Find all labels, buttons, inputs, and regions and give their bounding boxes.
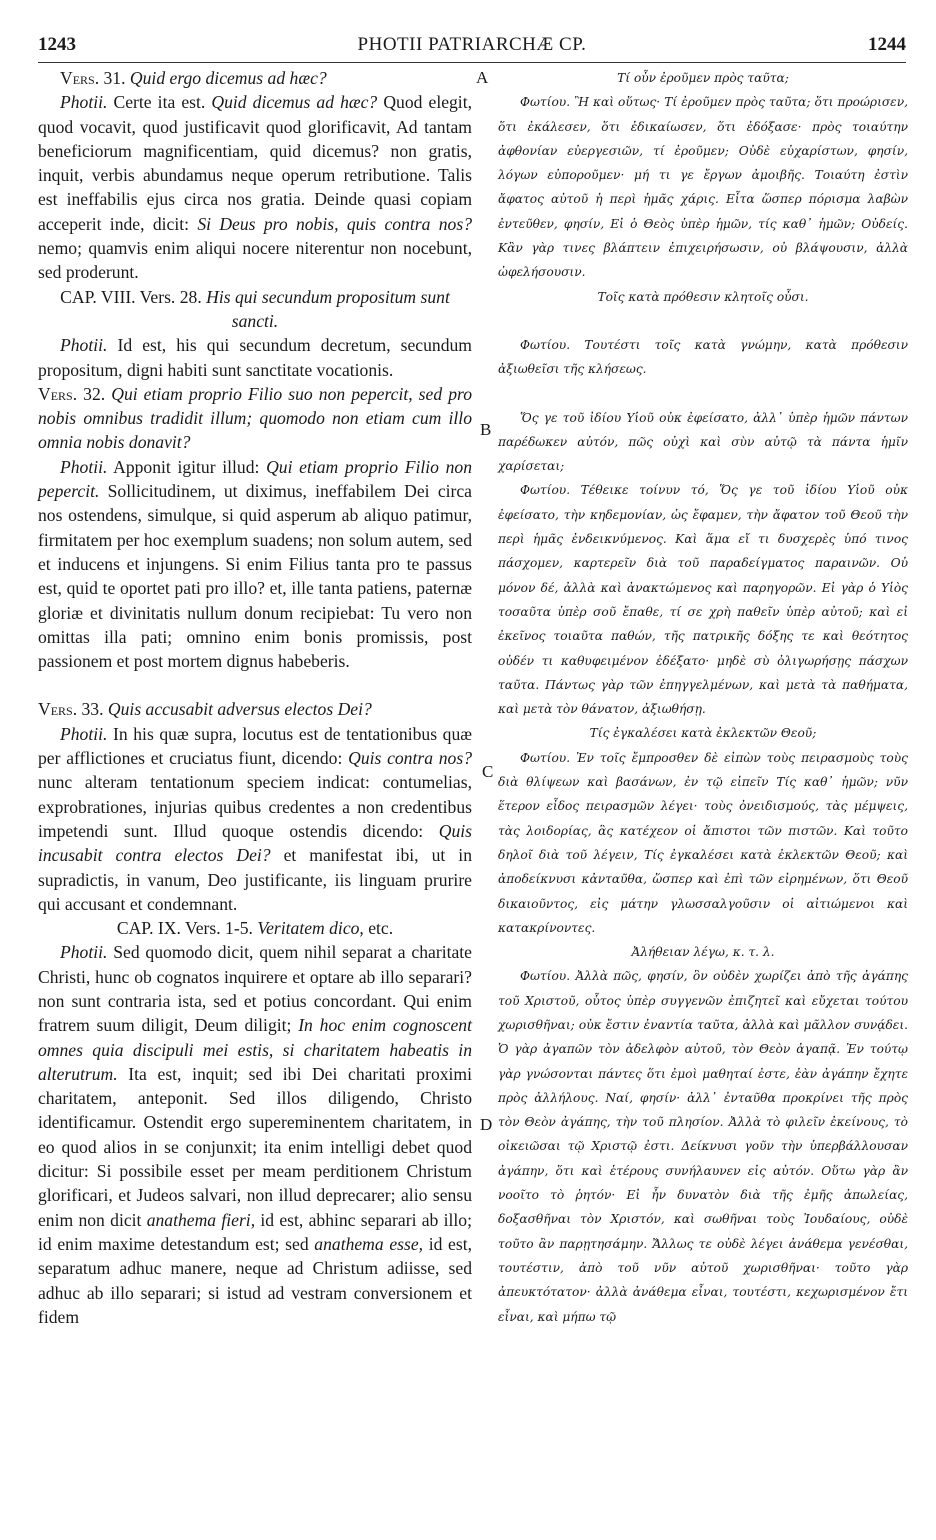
greek-paragraph: Φωτίου. Ἢ καὶ οὕτως· Τί ἐροῦμεν πρὸς ταῦτα; ὅτι προώρισεν, ὅτι ἐκάλεσεν, ὅτι ἐδικαίωσεν, ὅτι ἐδόξασε· πρὸς τοιαύτην ἀφθονίαν εὐεργεσιῶν, τί ἐροῦμεν; Οὐδὲ εὐχαρίστων, φησίν, λόγων εὐποροῦμεν· μή τι γε ἔργων ἀμοιβῆς. Τοιαύτη ἐστὶν ἄφατος αὐτοῦ ἡ περὶ ἡμᾶς χάρις. Εἶτα ὥσπερ πόρισμα λαβὼν ἐντεῦθεν, φησίν, Εἰ ὁ Θεὸς ὑπὲρ ἡμῶν, τίς καθ᾽ ἡμῶν; Οὐδείς. Κἂν γὰρ τινες βλάπτειν ἐπιχειρήσωσιν, οὐ βλάψουσιν, ἀλλὰ ὠφελήσουσιν. — [498, 95, 908, 280]
page-number-left: 1243 — [38, 34, 76, 55]
paragraph: Photii. Certe ita est. Quid dicemus ad hæc? Quod elegit, quod vocavit, quod justificavit quod glorificavit, Ad tantam beneficiorum magnificentiam, quid dicemus? non gratis, inquit, verbis abundamus neque operum retributione. Talis est ineffabilis ejus circa nos gratia. Deinde quasi copiam acceperit inde, dicit: Si Deus pro nobis, quis contra nos? nemo; quamvis enim aliqui nocere niterentur non nocebunt, sed proderunt. — [38, 92, 472, 283]
page-header — [38, 34, 906, 58]
verse-heading: Vers. 32. Qui etiam proprio Filio suo non pepercit, sed pro nobis omnibus tradidit illum; quomodo non etiam cum illo omnia nobis donavit? — [38, 383, 472, 453]
greek-verse-heading: Τοῖς κατὰ πρόθεσιν κλητοῖς οὖσι. — [597, 289, 809, 304]
chapter-heading: CAP. VIII. Vers. 28. His qui secundum propositum sunt sancti. — [60, 286, 450, 331]
greek-verse-heading: Τίς ἐγκαλέσει κατὰ ἐκλεκτῶν Θεοῦ; — [589, 726, 817, 741]
latin-column — [38, 66, 472, 1329]
paragraph: Photii. Id est, his qui secundum decretum, secundum propositum, digni habiti sunt sanctitate vocationis. — [38, 335, 472, 380]
page-number-right: 1244 — [868, 34, 906, 55]
paragraph: Photii. Apponit igitur illud: Qui etiam proprio Filio non pepercit. Sollicitudinem, ut diximus, ineffabilem Dei circa nos ostendens, simulque, si quid asperum ab aliquo patimur, firmitatem per hoc exemplum suadens; non solum autem, sed et inducens et injungens. Si enim Filius tanta pro te passus est, quid te oportet pati pro illo? et, ille tanta patiens, paternæ gloriæ et divinitatis nullum donum recipiebat: Tu vero non omittas illa pati; omnino enim bonis promissis, post passionem et post mortem dignus habeberis. — [38, 456, 472, 672]
greek-paragraph: Φωτίου. Ἀλλὰ πῶς, φησίν, ὃν οὐδὲν χωρίζει ἀπὸ τῆς ἀγάπης τοῦ Χριστοῦ, οὗτος ὑπὲρ συγγενῶν ἐπιζητεῖ καὶ εὔχεται τούτου χωρισθῆναι; οὐκ ἔστιν ἐναντία ταῦτα, ἀλλὰ καὶ μᾶλλον συνᾴδει. Ὁ γὰρ ἀγαπῶν τὸν ἀδελφὸν αὐτοῦ, τὸν Θεὸν ἀγαπᾷ. Ἐν τούτῳ γὰρ γνώσονται πάντες ὅτι ἐμοὶ μαθηταί ἐστε, ἐὰν ἀγάπην ἔχητε πρὸς ἀλλήλους. Ναί, φησίν· ἀλλ᾽ ἐνταῦθα προκρίνει τῆς πρὸς τὸν Θεὸν ἀγάπης, τὴν τοῦ πλησίον. Ἀλλὰ τὸ φιλεῖν ἐκείνους, τὸ οἰκειῶσαι τῷ Χριστῷ ἐστι. Δείκνυσι γοῦν τὴν ὑπερβάλλουσαν ἀγάπην, ὅτι καὶ ἑτέρους συνήλαυνεν εἰς αὐτόν. Οὕτω γὰρ ἂν νοοῖτο τὸ ῥητόν· Εἰ ἦν δυνατὸν διὰ τῆς ἐμῆς ἀπωλείας, δοξασθῆναι τὸν Χριστόν, καὶ σωθῆναι τοὺς Ἰουδαίους, οὐδὲ τοῦτο ἂν παρῃτησάμην. Ἄλλως τε οὐδὲ λέγει ἀνάθεμα γενέσθαι, τουτέστιν, ἀπὸ τοῦ νῦν αὐτοῦ χωρισθῆναι· τοῦτο γὰρ ἀπευκτότατον· ἀλλὰ ἀνάθεμα εἶναι, τουτέστι, κεχωρισμένον ἔτι εἶναι, καὶ μήπω τῷ — [498, 969, 908, 1324]
paragraph: Photii. Sed quomodo dicit, quem nihil separat a charitate Christi, hunc ob cognatos inquirere et optare ab illo separari? non sunt contraria ista, sed et potius concordant. Qui enim fratrem suum diligit, Deum diligit; In hoc enim cognoscent omnes quia discipuli mei estis, si charitatem habeatis in alterutrum. Ita est, inquit; sed ibi Dei charitati proximi charitatem, anteponit. Sed illos diligendo, Christo identificamur. Ostendit ergo supereminentem charitatem, in eo quod alios in se conjunxit; ita enim intelligi debet quod dicitur: Si possibile esset per meam perditionem Christum glorificari, et Judeos salvari, non illud deprecarer; alio sensu enim non dicit anathema fieri, id est, abhinc separari ab illo; id enim maxime detestandum est; sed anathema esse, id est, separatum adhuc manere, neque ad Christum adiisse, sed adhuc ab illo separari; si istud ad vestram conversionem et fidem — [38, 942, 473, 1327]
greek-verse-heading: Τί οὖν ἐροῦμεν πρὸς ταῦτα; — [617, 71, 789, 85]
spacer — [38, 673, 472, 697]
greek-paragraph: Φωτίου. Τέθεικε τοίνυν τό, Ὅς γε τοῦ ἰδίου Υἱοῦ οὐκ ἐφείσατο, τὴν κηδεμονίαν, ὡς ἔφαμεν, τὴν ἄφατον τοῦ Θεοῦ τὴν περὶ ἡμᾶς ἐνδεικνύμενος. Καὶ ἅμα εἴ τι δυσχερὲς ὑπό τινος πάσχομεν, καρτερεῖν διὰ τοῦ παραδείγματος παραινῶν. Οὐ μόνον δέ, ἀλλὰ καὶ ἀνακτώμενος καὶ παρηγορῶν. Εἰ γὰρ ὁ Υἱὸς τοσαῦτα ὑπὲρ σοῦ ἔπαθε, τί σε χρὴ παθεῖν ὑπὲρ αὐτοῦ; καὶ εἰ ἐκεῖνος τοιαῦτα παθών, τῆς πατρικῆς δόξης τε καὶ θεότητος οὐδέν τι καθυφειμένον ἐδέξατο· μηδὲ σὺ ὀλιγωρήσῃς πάσχων ταῦτα. Πάντως γὰρ τῶν ἐπηγγελμένων, καὶ μετὰ τὰ παθήματα, καὶ μετὰ τὸν θάνατον, ἀξιωθήσῃ. — [498, 483, 908, 717]
paragraph: Photii. In his quæ supra, locutus est de tentationibus quæ per afflictiones et cruciatus fiunt, dicendo: Quis contra nos? nunc alteram tentationum speciem indicat: contumelias, exprobrationes, injurias quibus credentes a non credentibus impetendi sunt. Illud quoque ostendis dicendo: Quis incusabit contra electos Dei? et manifestat ibi, ut in supradictis, in vanum, Deo justificante, iis linguam prurire qui accusant et condemnant. — [38, 723, 472, 914]
margin-letter-b: B — [480, 420, 492, 439]
greek-verse-heading: Ἀλήθειαν λέγω, κ. τ. λ. — [631, 945, 775, 960]
chapter-heading: CAP. IX. Vers. 1-5. Veritatem dico, etc. — [116, 918, 394, 939]
margin-letter-c: C — [482, 762, 494, 781]
margin-letter-a: A — [476, 68, 489, 87]
greek-paragraph: Φωτίου. Ἐν τοῖς ἔμπροσθεν δὲ εἰπὼν τοὺς πειρασμοὺς τοὺς διὰ θλίψεων καὶ βασάνων, ἐν τῷ εἰπεῖν Τίς καθ᾽ ἡμῶν; νῦν ἕτερον εἶδος πειρασμῶν λέγει· τοὺς ὀνειδισμούς, τὰς μέμψεις, τὰς λοιδορίας, ἃς κατέχεον οἱ ἄπιστοι τῶν πιστῶν. Καὶ τοῦτο δηλοῖ διὰ τοῦ λέγειν, Τίς ἐγκαλέσει κατὰ ἐκλεκτῶν Θεοῦ; καὶ ἀποδείκνυσι κἀνταῦθα, ὥσπερ καὶ ἐπὶ τῶν εἰρημένων, ὅτι Θεοῦ δικαιοῦντος, εἰς μάτην γλωσσαλγοῦσιν οἱ αἰτιώμενοι καὶ κατακρίνοντες. — [498, 750, 908, 935]
spacer — [498, 309, 908, 333]
greek-paragraph: Φωτίου. Τουτέστι τοῖς κατὰ γνώμην, κατὰ πρόθεσιν ἀξιωθεῖσι τῆς κλήσεως. — [498, 337, 908, 377]
header-rule — [38, 62, 906, 63]
verse-heading: Vers. 31. Quid ergo dicemus ad hæc? — [60, 68, 327, 88]
spacer — [498, 382, 908, 406]
verse-heading: Vers. 33. Quis accusabit adversus electos Dei? — [38, 699, 372, 720]
greek-column — [498, 66, 908, 1329]
greek-verse-heading: Ὅς γε τοῦ ἰδίου Υἱοῦ οὐκ ἐφείσατο, ἀλλ᾽ ὑπὲρ ἡμῶν πάντων παρέδωκεν αὐτόν, πῶς οὐχὶ καὶ σὺν αὐτῷ τὰ πάντα ἡμῖν χαρίσεται; — [498, 410, 908, 474]
running-title: PHOTII PATRIARCHÆ CP. — [357, 34, 587, 55]
margin-letter-d: D — [480, 1115, 493, 1134]
